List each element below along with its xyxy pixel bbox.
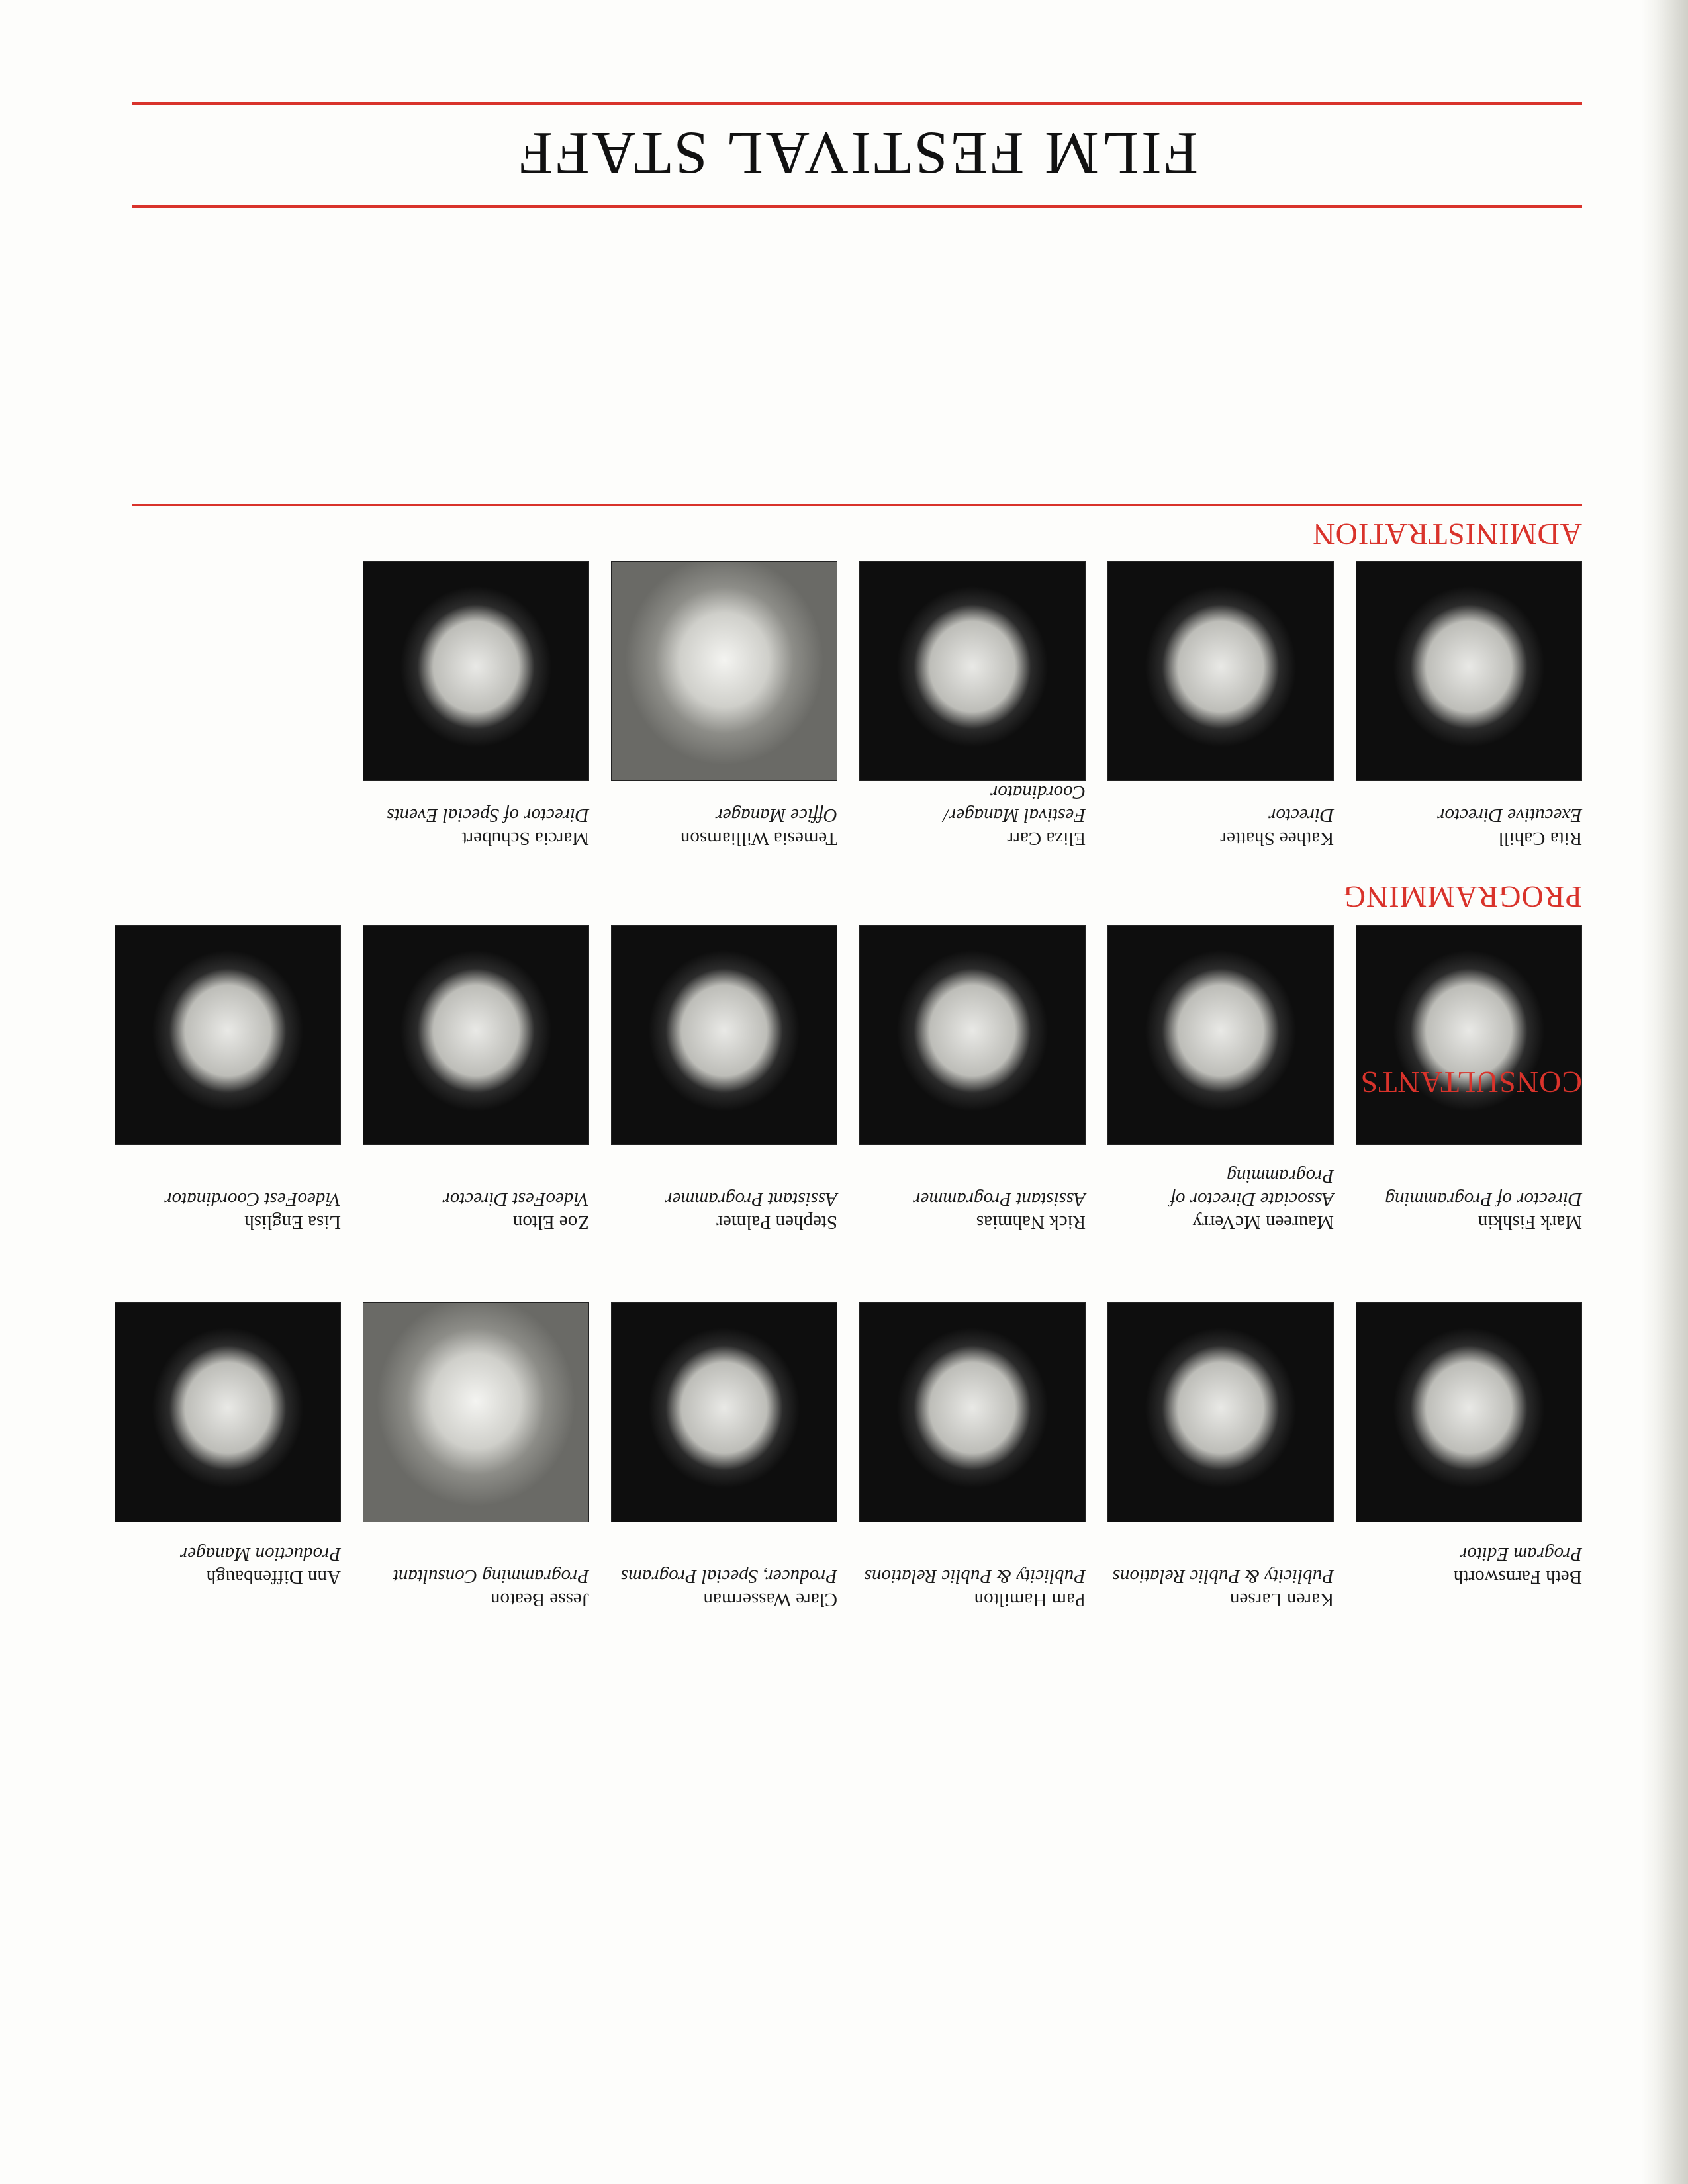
photo-ann-diffenbaugh xyxy=(115,1302,341,1522)
staff-role: Festival Manager/ Coordinator xyxy=(943,782,1086,826)
caption-eliza-carr xyxy=(847,780,1086,850)
staff-name: Temesia Williamson xyxy=(680,828,837,849)
caption-lisa-english xyxy=(103,1187,341,1234)
caption-zoe-elton xyxy=(351,1187,589,1234)
staff-name: Marcia Schubert xyxy=(461,828,589,849)
staff-role: Program Editor xyxy=(1459,1543,1582,1565)
staff-role: Director of Special Events xyxy=(387,805,589,826)
caption-jesse-beaton xyxy=(351,1565,589,1611)
caption-kathee-shatter xyxy=(1096,803,1334,850)
photo-beth-farnsworth xyxy=(1356,1302,1582,1522)
staff-name: Maureen McVerry xyxy=(1192,1212,1334,1233)
staff-name: Clare Wasserman xyxy=(703,1589,837,1610)
staff-name: Rick Nahmias xyxy=(976,1212,1086,1233)
staff-name: Jesse Beaton xyxy=(491,1589,589,1610)
section-heading-programming: PROGRAMMING xyxy=(1342,880,1582,914)
photo-maureen-mcverry xyxy=(1107,925,1334,1145)
section-rule xyxy=(132,504,1582,506)
photo-lisa-english xyxy=(115,925,341,1145)
photo-temesia-williamson xyxy=(611,561,837,781)
staff-name: Pam Hamilton xyxy=(974,1589,1086,1610)
staff-role: Assistant Programmer xyxy=(665,1189,837,1210)
staff-role: Publicity & Public Relations xyxy=(1112,1566,1334,1587)
caption-rita-cahill xyxy=(1344,803,1582,850)
caption-ann-diffenbaugh xyxy=(103,1542,341,1588)
staff-role: Programming Consultant xyxy=(393,1566,589,1587)
caption-karen-larsen xyxy=(1096,1565,1334,1611)
staff-role: VideoFest Director xyxy=(442,1189,589,1210)
photo-zoe-elton xyxy=(363,925,589,1145)
staff-name: Zoe Elton xyxy=(512,1212,589,1233)
staff-name: Beth Farnsworth xyxy=(1453,1567,1582,1588)
caption-mark-fishkin xyxy=(1344,1187,1582,1234)
staff-name: Kathee Shatter xyxy=(1220,828,1334,849)
staff-role: Publicity & Public Relations xyxy=(864,1566,1086,1587)
caption-beth-farnsworth xyxy=(1344,1542,1582,1588)
photo-mark-fishkin xyxy=(1356,925,1582,1145)
photo-kathee-shatter xyxy=(1107,561,1334,781)
caption-temesia-williamson xyxy=(599,803,837,850)
photo-rita-cahill xyxy=(1356,561,1582,781)
photo-jesse-beaton xyxy=(363,1302,589,1522)
staff-role: Office Manager xyxy=(715,805,837,826)
caption-pam-hamilton xyxy=(847,1565,1086,1611)
staff-role: VideoFest Coordinator xyxy=(164,1189,341,1210)
header-rule-bottom xyxy=(132,102,1582,105)
staff-name: Rita Cahill xyxy=(1498,828,1582,849)
photo-karen-larsen xyxy=(1107,1302,1334,1522)
staff-name: Lisa English xyxy=(244,1212,341,1233)
caption-stephen-palmer xyxy=(599,1187,837,1234)
photo-clare-wasserman xyxy=(611,1302,837,1522)
section-heading-consultants: CONSULTANTS xyxy=(1360,1066,1582,1099)
caption-maureen-mcverry xyxy=(1096,1164,1334,1234)
staff-role: Assistant Programmer xyxy=(913,1189,1086,1210)
header-rule-top xyxy=(132,205,1582,208)
staff-role: Executive Director xyxy=(1437,805,1582,826)
caption-marcia-schubert xyxy=(351,803,589,850)
page-title: FILM FESTIVAL STAFF xyxy=(516,120,1198,187)
staff-name: Mark Fishkin xyxy=(1477,1212,1582,1233)
staff-name: Karen Larsen xyxy=(1230,1589,1334,1610)
staff-name: Ann Diffenbaugh xyxy=(206,1567,341,1588)
caption-clare-wasserman xyxy=(599,1565,837,1611)
staff-role: Associate Director of Programming xyxy=(1170,1165,1334,1210)
staff-role: Director of Programming xyxy=(1385,1189,1582,1210)
staff-role: Director xyxy=(1268,805,1334,826)
binding-shadow xyxy=(1642,0,1688,2184)
staff-role: Production Manager xyxy=(180,1543,341,1565)
section-heading-administration: ADMINISTRATION xyxy=(1312,518,1582,551)
photo-stephen-palmer xyxy=(611,925,837,1145)
staff-name: Stephen Palmer xyxy=(716,1212,837,1233)
caption-rick-nahmias xyxy=(847,1187,1086,1234)
staff-name: Eliza Carr xyxy=(1007,828,1086,849)
staff-role: Producer, Special Programs xyxy=(620,1566,837,1587)
photo-marcia-schubert xyxy=(363,561,589,781)
photo-rick-nahmias xyxy=(859,925,1086,1145)
photo-pam-hamilton xyxy=(859,1302,1086,1522)
photo-eliza-carr xyxy=(859,561,1086,781)
